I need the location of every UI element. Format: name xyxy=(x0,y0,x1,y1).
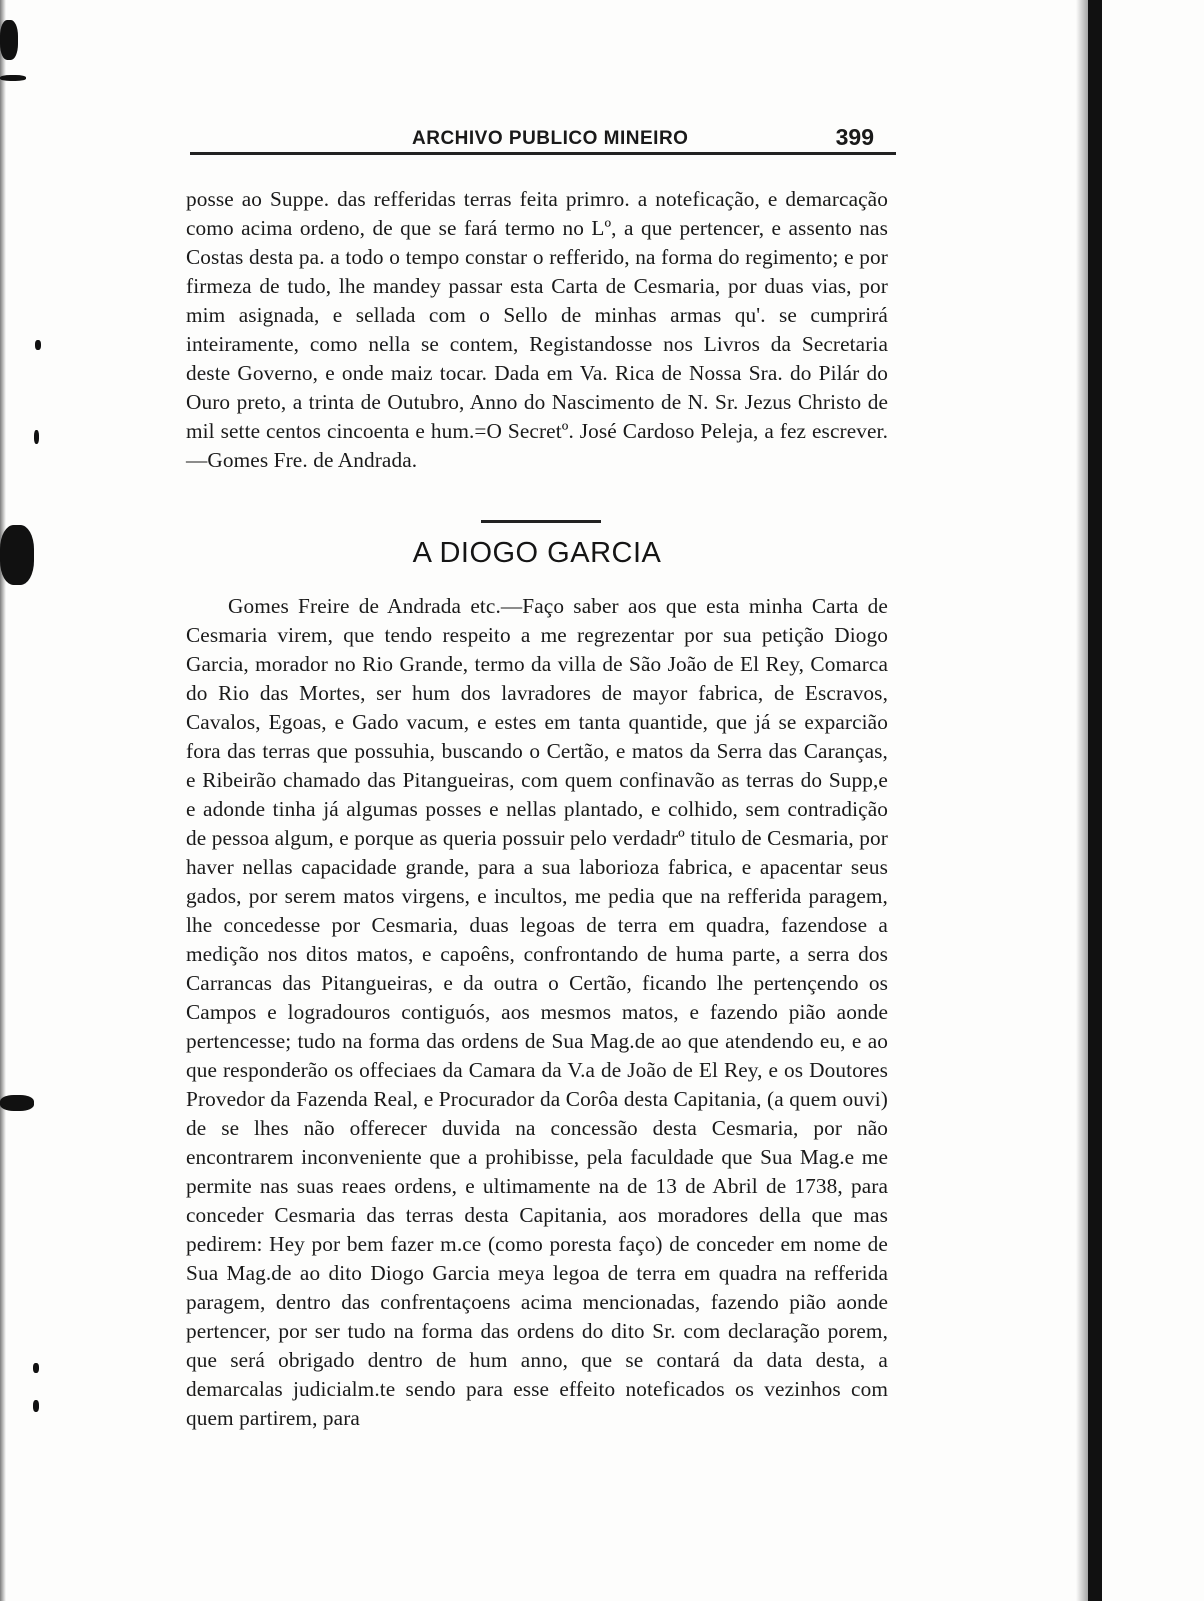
continuation-text-block xyxy=(186,185,888,475)
scan-speck xyxy=(34,430,39,444)
scan-speck xyxy=(0,1095,34,1111)
scan-speck xyxy=(35,340,41,350)
continuation-paragraph: posse ao Suppe. das refferidas terras feita primro. a noteficação, e demarcação como acima ordeno, de que se fará termo no Lº, a que pertencer, e assento nas Costas desta pa. a todo o tempo constar o refferido, na forma do regimento; e por firmeza de tudo, lhe mandey passar esta Carta de Cesmaria, por duas vias, por mim asignada, e sellada com o Sello de minhas armas qu'. se cumprirá inteiramente, como nella se contem, Registandosse nos Livros da Secretaria deste Governo, e onde maiz tocar. Dada em Va. Rica de Nossa Sra. do Pilár do Ouro preto, a trinta de Outubro, Anno do Nascimento de N. Sr. Jezus Christo de mil sette centos cincoenta e hum.=O Secretº. José Cardoso Peleja, a fez escrever.—Gomes Fre. de Andrada. xyxy=(186,187,888,472)
section-text-block xyxy=(186,592,888,1433)
section-title: A DIOGO GARCIA xyxy=(412,537,662,569)
scan-speck xyxy=(33,1400,39,1412)
scan-edge-shadow xyxy=(1076,0,1088,1601)
running-head: ARCHIVO PUBLICO MINEIRO xyxy=(412,128,689,149)
scan-speck xyxy=(0,75,26,81)
header-rule xyxy=(190,152,896,155)
section-divider xyxy=(481,520,601,523)
scan-speck xyxy=(0,20,18,60)
scan-speck xyxy=(0,525,34,585)
page-number: 399 xyxy=(835,124,874,150)
section-paragraph: Gomes Freire de Andrada etc.—Faço saber aos que esta minha Carta de Cesmaria virem, que tendo respeito a me regrezentar por sua petição Diogo Garcia, morador no Rio Grande, termo da villa de São João de El Rey, Comarca do Rio das Mortes, ser hum dos lavradores de mayor fabrica, de Escravos, Cavalos, Egoas, e Gado vacum, e estes em tanta quantide, que já se exparcião fora das terras que possuhia, buscando o Certão, e matos da Serra das Caranças, e Ribeirão chamado das Pitangueiras, com quem confinavão as terras do Supp,e e adonde tinha já algumas posses e nellas plantado, e colhido, sem contradição de pessoa algum, e porque as queria possuir pelo verdadrº titulo de Cesmaria, por haver nellas capacidade grande, para a sua laborioza fabrica, e apacentar seus gados, por serem matos virgens, e incultos, me pedia que na refferida paragem, lhe concedesse por Cesmaria, duas legoas de terra em quadra, fazendose a medição nos ditos matos, e capoêns, confrontando de huma parte, a serra dos Carrancas das Pitangueiras, e da outra o Certão, ficando lhe pertençendo os Campos e logradouros contiguós, aos mesmos matos, e fazendo pião aonde pertencesse; tudo na forma das ordens de Sua Mag.de ao que atendendo eu, e ao que responderão os offeciaes da Camara da V.a de João de El Rey, e os Doutores Provedor da Fazenda Real, e Procurador da Corôa desta Capitania, (a quem ouvi) de se lhes não offerecer duvida na concessão desta Cesmaria, por não encontrarem inconveniente que a prohibisse, pela faculdade que Sua Mag.e me permite nas suas reaes ordens, e ultimamente na de 13 de Abril de 1738, para conceder Cesmaria das terras desta Capitania, aos moradores della que mas pedirem: Hey por bem fazer m.ce (como poresta faço) de conceder em nome de Sua Mag.de ao dito Diogo Garcia meya legoa de terra em quadra na refferida paragem, dentro das confrentaçoens acima mencionadas, fazendo pião aonde pertencer, por ser tudo na forma das ordens do dito Sr. com declaração porem, que será obrigado dentro de hum anno, que se contará da data desta, a demarcalas judicialm.te sendo para esse effeito noteficados os vezinhos com quem partirem, para xyxy=(186,594,888,1430)
scan-speck xyxy=(33,1363,39,1373)
scan-edge-left xyxy=(0,0,6,1601)
page-header xyxy=(190,120,896,156)
scan-edge-right xyxy=(1088,0,1102,1601)
